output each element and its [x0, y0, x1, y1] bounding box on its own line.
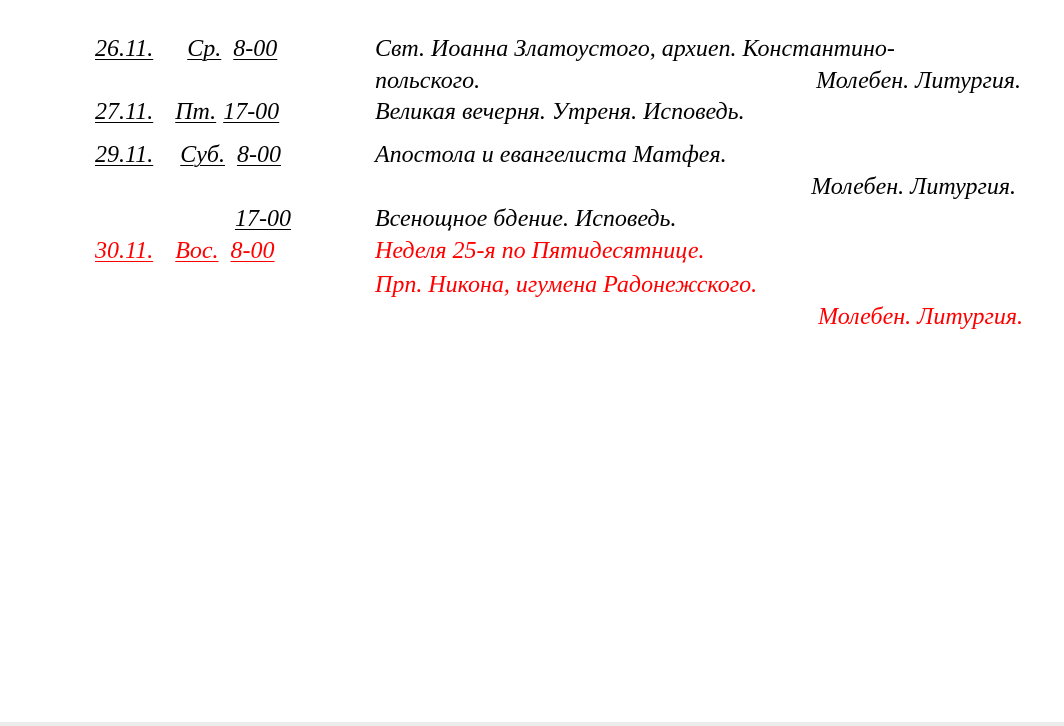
entry-feast-line: Прп. Никона, игумена Радонежского. — [375, 272, 758, 298]
entry-day: Суб. — [180, 142, 225, 168]
entry-feast-line: польского. — [375, 68, 481, 94]
entry-date-line — [95, 96, 279, 128]
entry-date-line — [95, 235, 275, 267]
entry-feast-line: Великая вечерня. Утреня. Исповедь. — [375, 99, 745, 125]
entry-date: 30.11. — [95, 238, 154, 264]
entry-services: Молебен. Литургия. — [818, 304, 1023, 330]
entry-time: 17-00 — [223, 99, 280, 125]
entry-time: 17-00 — [235, 206, 291, 232]
entry-date-line — [95, 33, 277, 65]
entry-feast-line: Апостола и евангелиста Матфея. — [375, 142, 727, 168]
entry-time: 8-00 — [230, 238, 275, 264]
entry-services: Молебен. Литургия. — [816, 68, 1021, 94]
entry-day: Пт. — [175, 99, 217, 125]
entry-feast-line: Всенощное бдение. Исповедь. — [375, 206, 677, 232]
entry-date-line — [95, 139, 281, 171]
entry-day: Вос. — [175, 238, 219, 264]
entry-date: 27.11. — [95, 99, 154, 125]
entry-feast-line: Неделя 25-я по Пятидесятнице. — [375, 238, 705, 264]
entry-services: Молебен. Литургия. — [811, 174, 1016, 200]
entry-date: 26.11. — [95, 36, 154, 62]
entry-time: 8-00 — [236, 142, 281, 168]
page-bottom-edge — [0, 722, 1064, 726]
entry-day: Ср. — [187, 36, 222, 62]
entry-time: 8-00 — [233, 36, 278, 62]
entry-feast-line: Свт. Иоанна Златоустого, архиеп. Константино- — [375, 36, 895, 62]
entry-date: 29.11. — [95, 142, 154, 168]
